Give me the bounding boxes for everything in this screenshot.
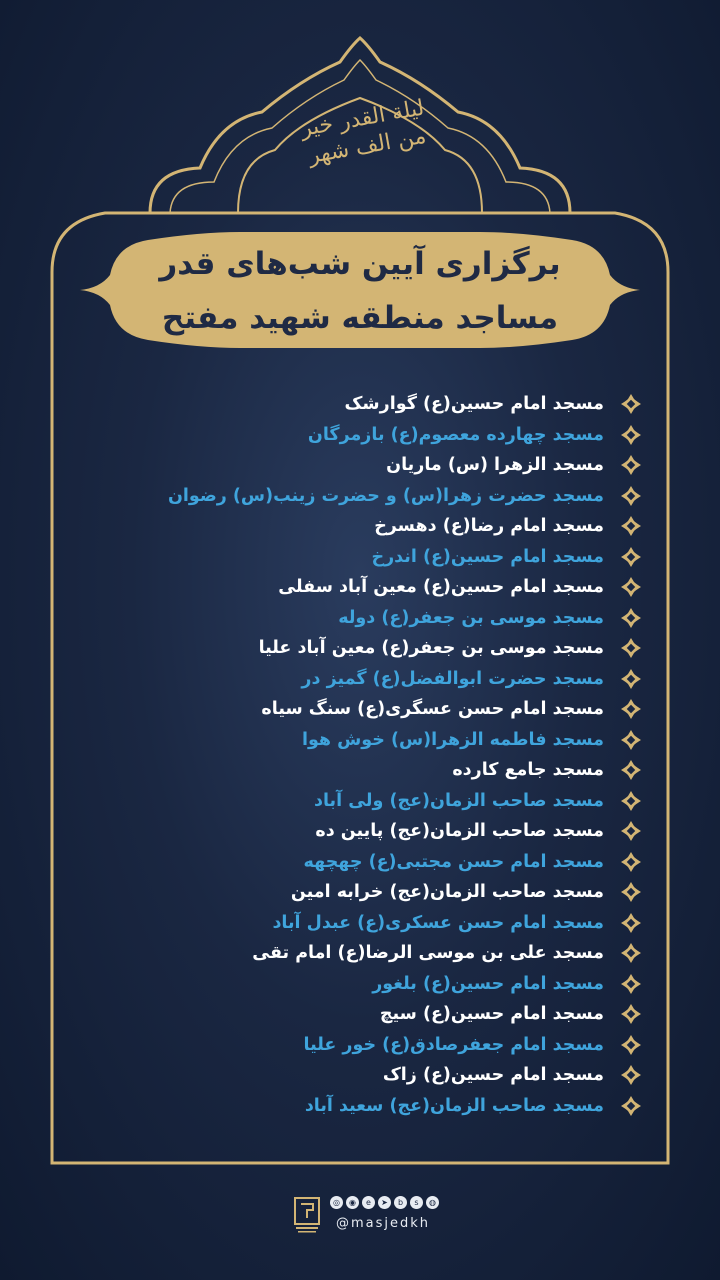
list-item (82, 450, 642, 481)
diamond-bullet-icon (620, 454, 642, 476)
diamond-bullet-icon (620, 729, 642, 751)
banner-title-line2: مساجد منطقه شهید مفتح (161, 300, 559, 336)
mosque-name: مسجد صاحب الزمان(عج) سعید آباد (304, 1095, 604, 1116)
diamond-bullet-icon (620, 942, 642, 964)
list-item (82, 877, 642, 908)
list-item (82, 542, 642, 573)
mosque-name: مسجد فاطمه الزهرا(س) خوش هوا (301, 729, 604, 750)
diamond-bullet-icon (620, 637, 642, 659)
mosque-name: مسجد امام حسن عسگری(ع) سنگ سیاه (261, 699, 604, 720)
eitaa-icon[interactable]: e (362, 1196, 375, 1209)
mosque-name: مسجد امام رضا(ع) دهسرخ (374, 516, 604, 537)
mosque-name: مسجد صاحب الزمان(عج) خرابه امین (290, 882, 604, 903)
mosque-name: مسجد الزهرا (س) ماریان (386, 455, 604, 476)
mosque-name: مسجد چهارده معصوم(ع) بازمرگان (307, 424, 604, 445)
mosque-list (82, 389, 642, 1121)
mosque-name: مسجد امام حسن عسکری(ع) عبدل آباد (272, 912, 604, 933)
list-item (82, 1030, 642, 1061)
diamond-bullet-icon (620, 881, 642, 903)
list-item (82, 694, 642, 725)
diamond-bullet-icon (620, 424, 642, 446)
diamond-bullet-icon (620, 1034, 642, 1056)
diamond-bullet-icon (620, 576, 642, 598)
list-item (82, 938, 642, 969)
social-icons (330, 1196, 439, 1209)
header-calligraphy: لیلة القدر خیر من الف شهر (298, 95, 429, 169)
list-item (82, 389, 642, 420)
list-item (82, 1091, 642, 1122)
list-item (82, 847, 642, 878)
list-item (82, 633, 642, 664)
diamond-bullet-icon (620, 546, 642, 568)
diamond-bullet-icon (620, 607, 642, 629)
diamond-bullet-icon (620, 1003, 642, 1025)
web-icon[interactable]: ◍ (426, 1196, 439, 1209)
telegram-icon[interactable]: ➤ (378, 1196, 391, 1209)
diamond-bullet-icon (620, 485, 642, 507)
diamond-bullet-icon (620, 698, 642, 720)
diamond-bullet-icon (620, 668, 642, 690)
diamond-bullet-icon (620, 912, 642, 934)
mosque-name: مسجد حضرت ابوالفضل(ع) گمیز در (301, 668, 604, 689)
social-handle[interactable]: @masjedkh (336, 1216, 431, 1231)
mosque-name: مسجد امام حسین(ع) بلغور (372, 973, 604, 994)
list-item (82, 481, 642, 512)
diamond-bullet-icon (620, 515, 642, 537)
diamond-bullet-icon (620, 790, 642, 812)
list-item (82, 420, 642, 451)
diamond-bullet-icon (620, 973, 642, 995)
banner-title-line1: برگزاری آیین شب‌های قدر (159, 246, 561, 282)
list-item (82, 725, 642, 756)
mosque-name: مسجد امام حسن مجتبی(ع) چهچهه (303, 851, 604, 872)
mosque-name: مسجد موسی بن جعفر(ع) دوله (338, 607, 604, 628)
list-item (82, 1060, 642, 1091)
mosque-name: مسجد امام حسین(ع) گوارشک (344, 394, 604, 415)
list-item (82, 511, 642, 542)
mosque-name: مسجد موسی بن جعفر(ع) معین آباد علیا (258, 638, 604, 659)
list-item (82, 969, 642, 1000)
list-item (82, 755, 642, 786)
diamond-bullet-icon (620, 1064, 642, 1086)
list-item (82, 603, 642, 634)
mosque-name: مسجد امام حسین(ع) سیچ (379, 1004, 604, 1025)
diamond-bullet-icon (620, 1095, 642, 1117)
mosque-name: مسجد جامع کارده (452, 760, 604, 781)
mosque-name: مسجد حضرت زهرا(س) و حضرت زینب(س) رضوان (167, 485, 604, 506)
diamond-bullet-icon (620, 393, 642, 415)
mosque-name: مسجد امام جعفرصادق(ع) خور علیا (303, 1034, 604, 1055)
mosque-name: مسجد علی بن موسی الرضا(ع) امام تقی (252, 943, 604, 964)
mosque-name: مسجد صاحب الزمان(عج) پایین ده (315, 821, 604, 842)
instagram-icon[interactable]: ◉ (346, 1196, 359, 1209)
list-item (82, 999, 642, 1030)
mosque-name: مسجد امام حسین(ع) زاک (382, 1065, 604, 1086)
rubika-icon[interactable]: ◎ (330, 1196, 343, 1209)
diamond-bullet-icon (620, 820, 642, 842)
list-item (82, 664, 642, 695)
list-item (82, 572, 642, 603)
mosque-name: مسجد امام حسین(ع) معین آباد سفلی (278, 577, 604, 598)
brand-logo-icon (293, 1196, 321, 1236)
list-item (82, 786, 642, 817)
mosque-name: مسجد امام حسین(ع) اندرخ (371, 546, 604, 567)
soroush-icon[interactable]: s (410, 1196, 423, 1209)
list-item (82, 908, 642, 939)
diamond-bullet-icon (620, 759, 642, 781)
list-item (82, 816, 642, 847)
bale-icon[interactable]: b (394, 1196, 407, 1209)
diamond-bullet-icon (620, 851, 642, 873)
mosque-name: مسجد صاحب الزمان(عج) ولی آباد (314, 790, 604, 811)
